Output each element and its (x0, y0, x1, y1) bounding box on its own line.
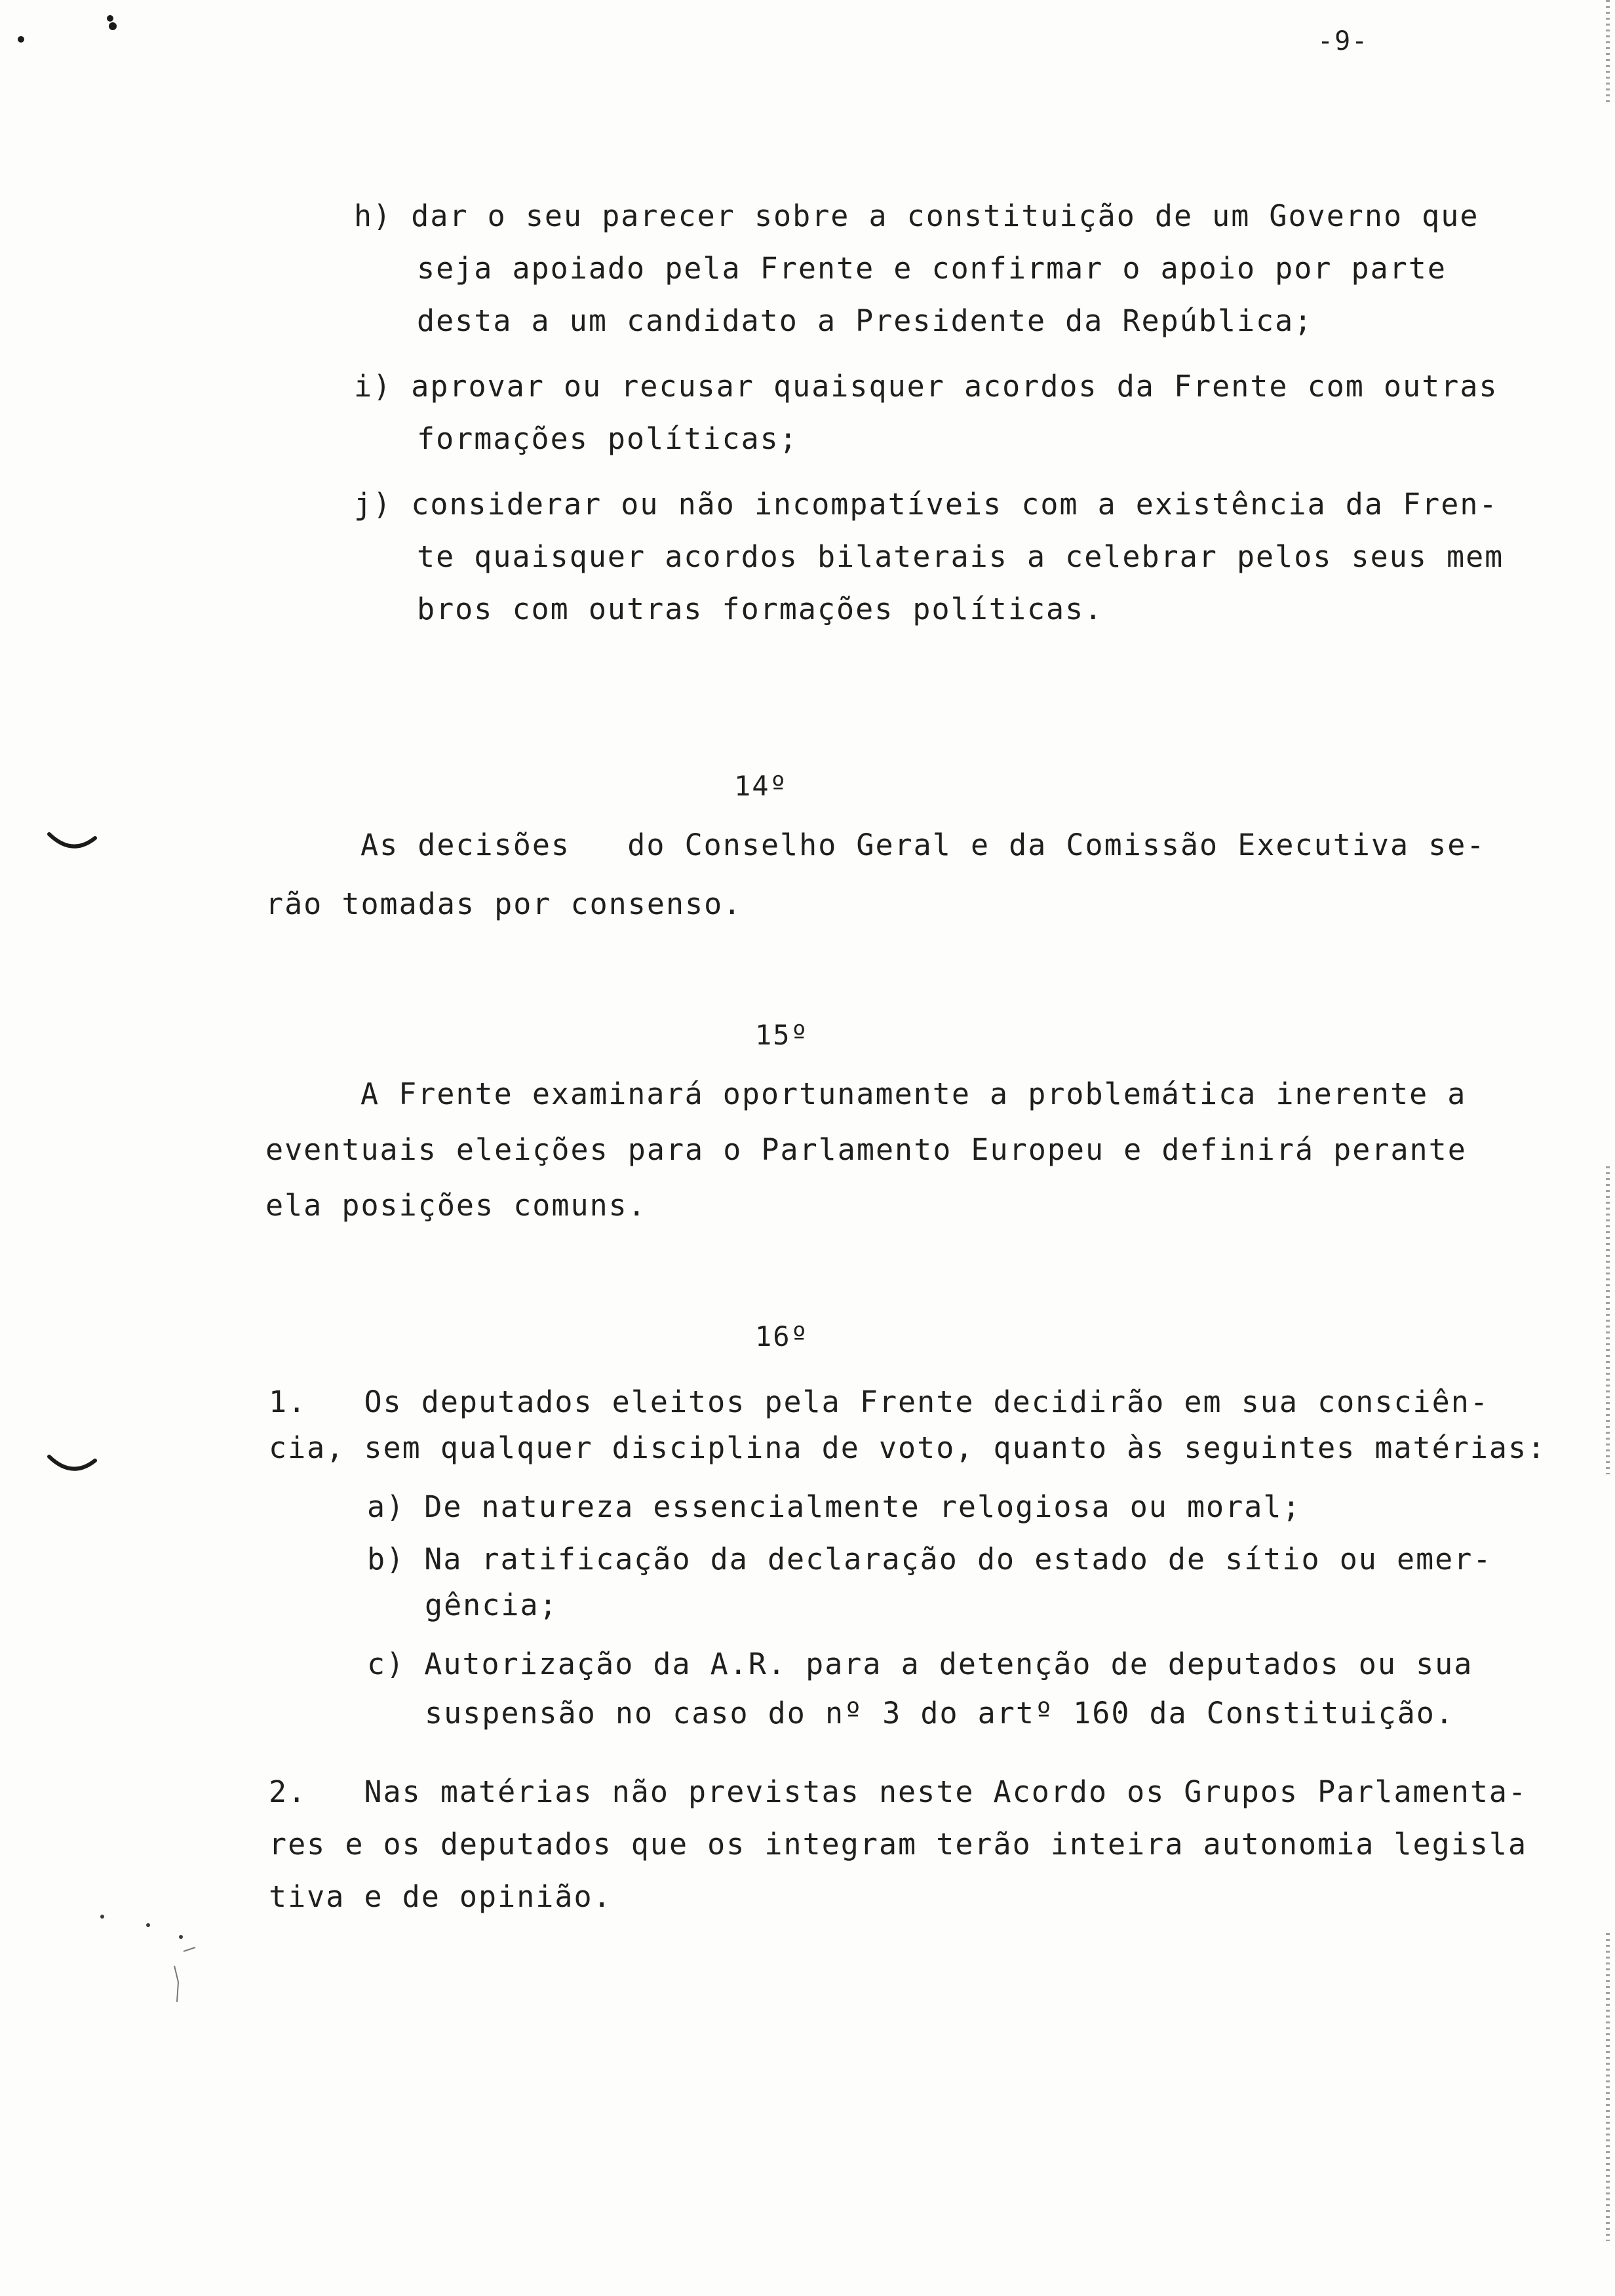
item-h-line-2: seja apoiado pela Frente e confirmar o apoio por parte (417, 251, 1447, 286)
art-15-line-1: A Frente examinará oportunamente a problemática inerente a (360, 1077, 1467, 1111)
item-j-line-2: te quaisquer acordos bilaterais a celebrar pelos seus mem (417, 539, 1504, 574)
art-15-heading: 15º (755, 1019, 809, 1051)
art-16-p1-line-1: 1. Os deputados eleitos pela Frente decidirão em sua consciên- (269, 1385, 1489, 1419)
item-h-line-3: desta a um candidato a Presidente da República; (417, 303, 1313, 338)
item-i-line-1: i) aprovar ou recusar quaisquer acordos da Frente com outras (354, 369, 1498, 404)
art-16-item-b-line-2: gência; (425, 1588, 558, 1622)
art-16-p1-line-2: cia, sem qualquer disciplina de voto, quanto às seguintes matérias: (269, 1430, 1547, 1465)
scan-edge-middle (1606, 1166, 1610, 1474)
art-16-item-a-line-1: a) De natureza essencialmente relogiosa ou moral; (367, 1489, 1302, 1524)
art-16-p2-line-2: res e os deputados que os integram terão inteira autonomia legisla (269, 1827, 1528, 1862)
art-16-item-b-line-1: b) Na ratificação da declaração do estado de sítio ou emer- (367, 1542, 1492, 1577)
art-14-heading: 14º (734, 770, 788, 802)
art-14-line-1: As decisões do Conselho Geral e da Comissão Executiva se- (360, 828, 1486, 862)
bottom-left-specks (92, 1887, 210, 2012)
item-h-line-1: h) dar o seu parecer sobre a constituição de um Governo que (354, 199, 1479, 233)
top-left-specks (13, 12, 131, 51)
art-16-heading: 16º (755, 1320, 809, 1352)
left-punch-mark-top (46, 829, 98, 855)
art-15-line-3: ela posições comuns. (265, 1188, 647, 1223)
item-j-line-3: bros com outras formações políticas. (417, 592, 1104, 626)
page-number: -9- (1317, 26, 1369, 56)
scan-edge-top (1606, 0, 1610, 105)
art-16-item-c-line-2: suspensão no caso do nº 3 do artº 160 da Constituição. (425, 1696, 1454, 1731)
art-15-line-2: eventuais eleições para o Parlamento Europeu e definirá perante (265, 1132, 1467, 1167)
item-j-line-1: j) considerar ou não incompatíveis com a existência da Fren- (354, 487, 1498, 522)
item-i-line-2: formações políticas; (417, 421, 798, 456)
art-16-item-c-line-1: c) Autorização da A.R. para a detenção de deputados ou sua (367, 1647, 1473, 1681)
art-16-p2-line-3: tiva e de opinião. (269, 1879, 612, 1914)
left-punch-mark-bottom (46, 1451, 98, 1478)
scan-edge-bottom (1606, 1933, 1610, 2241)
art-16-p2-line-1: 2. Nas matérias não previstas neste Acordo os Grupos Parlamenta- (269, 1774, 1528, 1809)
art-14-line-2: rão tomadas por consenso. (265, 887, 743, 921)
